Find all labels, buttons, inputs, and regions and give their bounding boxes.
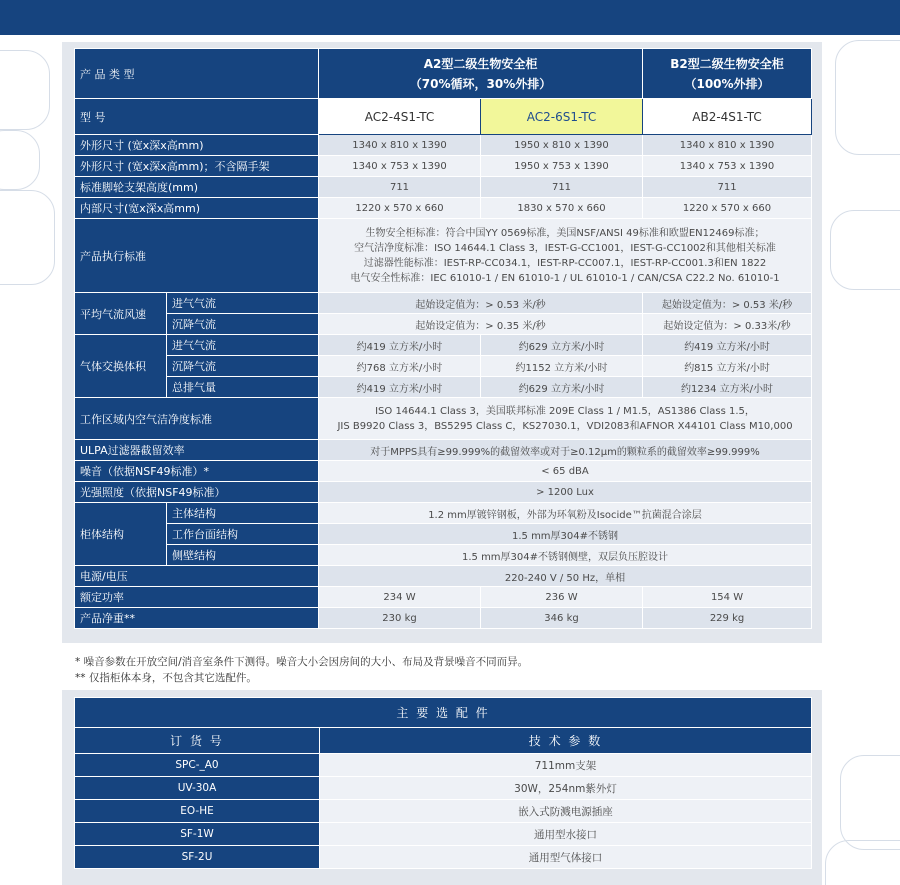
table-row (75, 524, 812, 545)
value-cell: > 1200 Lux (319, 482, 812, 503)
table-row (75, 356, 812, 377)
b2-header-line1: B2型二级生物安全柜 (670, 56, 784, 71)
sub-label: 工作台面结构 (167, 524, 319, 545)
table-row (75, 545, 812, 566)
accessories-title: 主 要 选 配 件 (75, 698, 812, 728)
b2-header (643, 49, 812, 99)
accessory-spec: 30W，254nm紫外灯 (320, 777, 812, 800)
sub-label: 进气气流 (167, 293, 319, 314)
model-label: 型 号 (75, 99, 319, 135)
row-label: 噪音（依据NSF49标准）* (75, 461, 319, 482)
product-type-label: 产 品 类 型 (75, 49, 319, 99)
value-cell: 1.5 mm厚304#不锈钢 (319, 524, 812, 545)
order-code: UV-30A (75, 777, 320, 800)
table-row (75, 461, 812, 482)
value-cell: 约419 立方米/小时 (319, 377, 481, 398)
table-row (75, 754, 812, 777)
value-cell: 起始设定值为：> 0.33米/秒 (643, 314, 812, 335)
row-label: 标准脚轮支架高度(mm) (75, 177, 319, 198)
footnote-weight: ** 仅指柜体本身，不包含其它选配件。 (75, 672, 257, 684)
table-row (75, 698, 812, 728)
value-cell: 711 (481, 177, 643, 198)
decor-shape (835, 40, 900, 155)
row-label: 柜体结构 (75, 503, 167, 566)
table-row (75, 398, 812, 440)
table-row (75, 219, 812, 293)
table-row (75, 777, 812, 800)
value-cell: 1340 x 753 x 1390 (319, 156, 481, 177)
accessories-table (74, 697, 812, 869)
a2-header-line2: （70%循环，30%外排） (409, 76, 552, 91)
footnote-noise: * 噪音参数在开放空间/消音室条件下测得。噪音大小会因房间的大小、布局及背景噪音不同而异。 (75, 656, 529, 668)
row-label: 气体交换体积 (75, 335, 167, 398)
row-label: 内部尺寸(宽x深x高mm) (75, 198, 319, 219)
value-cell: 约629 立方米/小时 (481, 377, 643, 398)
table-row (75, 135, 812, 156)
value-cell: 234 W (319, 587, 481, 608)
accessory-spec: 通用型水接口 (320, 823, 812, 846)
standards-line: 过滤器性能标准：IEST-RP-CC034.1，IEST-RP-CC007.1，IEST-RP-CC001.3和EN 1822 (363, 257, 767, 269)
footnotes (75, 654, 528, 686)
decor-shape (825, 840, 900, 885)
row-label: 平均气流风速 (75, 293, 167, 335)
row-label: 外形尺寸 (宽x深x高mm) (75, 135, 319, 156)
value-cell: 1220 x 570 x 660 (319, 198, 481, 219)
row-label: 工作区域内空气洁净度标准 (75, 398, 319, 440)
order-code: EO-HE (75, 800, 320, 823)
decor-shape (0, 190, 55, 285)
order-code: SPC-_A0 (75, 754, 320, 777)
sub-label: 总排气量 (167, 377, 319, 398)
value-cell: 154 W (643, 587, 812, 608)
value-cell: 236 W (481, 587, 643, 608)
value-cell: < 65 dBA (319, 461, 812, 482)
a2-header (319, 49, 643, 99)
row-label: 产品执行标准 (75, 219, 319, 293)
value-cell: 1340 x 753 x 1390 (643, 156, 812, 177)
table-row (75, 587, 812, 608)
value-cell: 起始设定值为：> 0.53 米/秒 (643, 293, 812, 314)
standards-line: 电气安全性标准：IEC 61010-1 / EN 61010-1 / UL 61010-1 / CAN/CSA C22.2 No. 61010-1 (350, 272, 780, 284)
order-code: SF-2U (75, 846, 320, 869)
value-cell: 1340 x 810 x 1390 (643, 135, 812, 156)
row-label: 电源/电压 (75, 566, 319, 587)
cleanliness-line: ISO 14644.1 Class 3，美国联邦标准 209E Class 1 / M1.5，AS1386 Class 1.5， (375, 405, 755, 417)
value-cell: 约1234 立方米/小时 (643, 377, 812, 398)
sub-label: 侧壁结构 (167, 545, 319, 566)
table-row (75, 503, 812, 524)
model-cell: AC2-4S1-TC (319, 99, 481, 135)
table-row (75, 482, 812, 503)
value-cell: 约419 立方米/小时 (319, 335, 481, 356)
table-row (75, 99, 812, 135)
standards-cell (319, 219, 812, 293)
top-banner (0, 0, 900, 35)
a2-header-line1: A2型二级生物安全柜 (423, 56, 538, 71)
table-row (75, 377, 812, 398)
order-number-header: 订 货 号 (75, 728, 320, 754)
sub-label: 沉降气流 (167, 314, 319, 335)
accessory-spec: 嵌入式防溅电源插座 (320, 800, 812, 823)
table-row (75, 728, 812, 754)
accessory-spec: 通用型气体接口 (320, 846, 812, 869)
model-cell-highlighted: AC2-6S1-TC (481, 99, 643, 135)
cleanliness-line: JIS B9920 Class 3，BS5295 Class C，KS27030.1，VDI2083和AFNOR X44101 Class M10,000 (337, 420, 793, 432)
value-cell: 1950 x 810 x 1390 (481, 135, 643, 156)
value-cell: 1.2 mm厚镀锌钢板，外部为环氧粉及Isocide™抗菌混合涂层 (319, 503, 812, 524)
row-label: 光强照度（依据NSF49标准） (75, 482, 319, 503)
value-cell: 346 kg (481, 608, 643, 629)
table-row (75, 846, 812, 869)
table-row (75, 177, 812, 198)
value-cell: 1340 x 810 x 1390 (319, 135, 481, 156)
table-row (75, 49, 812, 99)
table-row (75, 156, 812, 177)
order-code: SF-1W (75, 823, 320, 846)
table-row (75, 198, 812, 219)
value-cell: 约419 立方米/小时 (643, 335, 812, 356)
value-cell: 1.5 mm厚304#不锈钢侧壁，双层负压腔设计 (319, 545, 812, 566)
value-cell: 起始设定值为：> 0.35 米/秒 (319, 314, 643, 335)
value-cell: 229 kg (643, 608, 812, 629)
spec-table (74, 48, 812, 629)
value-cell: 约629 立方米/小时 (481, 335, 643, 356)
value-cell: 对于MPPS具有≥99.999%的截留效率或对于≥0.12μm的颗粒系的截留效率≥99.999% (319, 440, 812, 461)
decor-shape (830, 210, 900, 290)
b2-header-line2: （100%外排） (684, 76, 770, 91)
value-cell: 起始设定值为：> 0.53 米/秒 (319, 293, 643, 314)
cleanliness-cell (319, 398, 812, 440)
value-cell: 711 (643, 177, 812, 198)
decor-shape (0, 130, 40, 190)
sub-label: 进气气流 (167, 335, 319, 356)
value-cell: 约815 立方米/小时 (643, 356, 812, 377)
decor-shape (840, 755, 900, 850)
standards-line: 生物安全柜标准：符合中国YY 0569标准，美国NSF/ANSI 49标准和欧盟EN12469标准； (365, 227, 765, 239)
table-row (75, 314, 812, 335)
table-row (75, 335, 812, 356)
table-row (75, 566, 812, 587)
decor-shape (0, 50, 50, 130)
sub-label: 沉降气流 (167, 356, 319, 377)
accessory-spec: 711mm支架 (320, 754, 812, 777)
value-cell: 1220 x 570 x 660 (643, 198, 812, 219)
value-cell: 1830 x 570 x 660 (481, 198, 643, 219)
table-row (75, 800, 812, 823)
row-label: ULPA过滤器截留效率 (75, 440, 319, 461)
tech-spec-header: 技 术 参 数 (320, 728, 812, 754)
table-row (75, 440, 812, 461)
sub-label: 主体结构 (167, 503, 319, 524)
table-row (75, 823, 812, 846)
value-cell: 1950 x 753 x 1390 (481, 156, 643, 177)
row-label: 额定功率 (75, 587, 319, 608)
value-cell: 约1152 立方米/小时 (481, 356, 643, 377)
value-cell: 220-240 V / 50 Hz，单相 (319, 566, 812, 587)
standards-line: 空气洁净度标准：ISO 14644.1 Class 3，IEST-G-CC1001，IEST-G-CC1002和其他相关标准 (354, 242, 776, 254)
table-row (75, 608, 812, 629)
value-cell: 230 kg (319, 608, 481, 629)
table-row (75, 293, 812, 314)
row-label: 产品净重** (75, 608, 319, 629)
value-cell: 711 (319, 177, 481, 198)
row-label: 外形尺寸 (宽x深x高mm)；不含隔手架 (75, 156, 319, 177)
value-cell: 约768 立方米/小时 (319, 356, 481, 377)
model-cell: AB2-4S1-TC (643, 99, 812, 135)
